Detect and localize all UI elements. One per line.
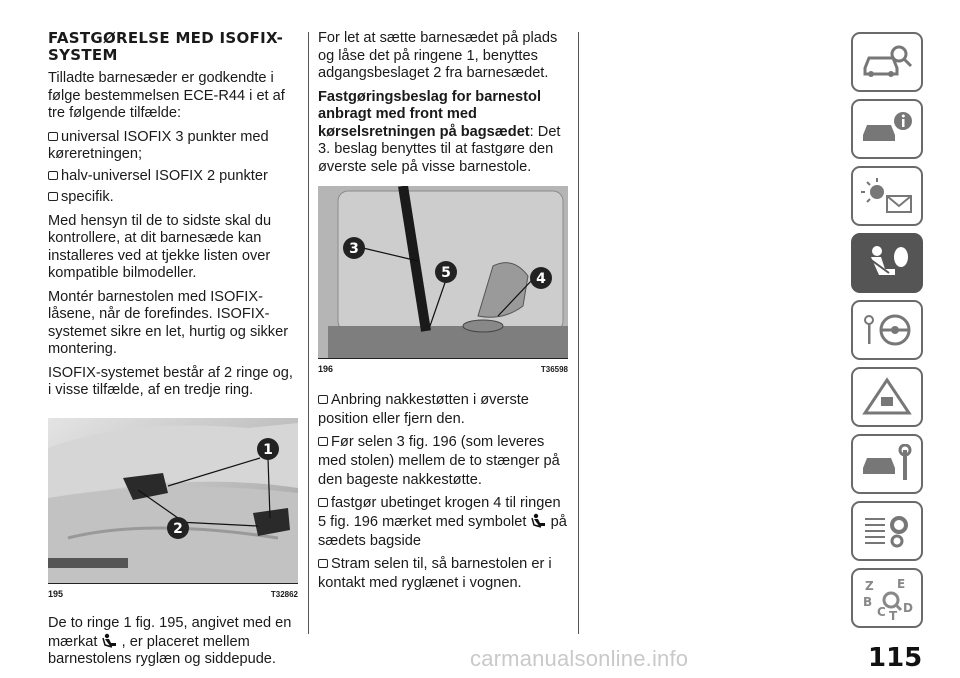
checkbox-bullet-icon — [48, 132, 58, 141]
figure-195 — [48, 418, 298, 604]
breakdown-triangle-icon — [859, 377, 915, 417]
isofix-rings-photo — [48, 418, 298, 583]
bullet-item: halv-universel ISOFIX 2 punkter — [48, 168, 298, 186]
figure-callout-3: 3 — [349, 241, 359, 257]
checkbox-bullet-icon — [318, 437, 328, 446]
child-seat-symbol-icon — [531, 513, 547, 528]
child-seat-symbol-icon — [102, 633, 118, 648]
paragraph: Montér barnestolen med ISOFIX-låsene, når de forefindes. ISOFIX-systemet sikre en let, hurtig og sikker montering. — [48, 288, 289, 357]
tab-car-search[interactable] — [851, 32, 923, 92]
paragraph: De to ringe 1 fig. 195, angivet med en mærkat , er placeret mellem barnestolens ryglæn og siddepude. — [48, 615, 292, 667]
svg-text:E: E — [897, 577, 906, 591]
figure-number: 196 — [318, 364, 334, 374]
bullet-item: specifik. — [48, 189, 298, 207]
figure-caption — [318, 358, 568, 379]
warning-lights-icon — [859, 176, 915, 216]
car-search-icon — [859, 42, 915, 82]
figure-caption — [48, 583, 298, 604]
checkbox-bullet-icon — [48, 171, 58, 180]
car-info-icon — [859, 109, 915, 149]
watermark: carmanualsonline.info — [470, 646, 689, 671]
car-service-icon — [859, 444, 915, 484]
tab-specs[interactable] — [851, 501, 923, 561]
figure-code: T32862 — [270, 589, 298, 599]
bullet-item: Før selen 3 fig. 196 (som leveres med stolen) mellem de to stænger på den bageste nakkestøtte. — [318, 433, 560, 488]
page-number: 115 — [868, 643, 923, 673]
figure-196 — [318, 186, 568, 379]
svg-text:B: B — [863, 595, 873, 609]
figure-callout-1: 1 — [263, 441, 273, 458]
column-divider — [578, 32, 579, 634]
steering-key-icon — [859, 310, 915, 350]
paragraph: Fastgøringsbeslag for barnestol anbragt med front med kørselsretningen på bagsædet: Det 3. beslag benyttes til at fastgøre den øverste sele på visse barnestole. — [318, 88, 561, 175]
figure-code: T36598 — [540, 365, 568, 374]
alphabet-index-icon — [859, 576, 915, 620]
column-divider — [308, 32, 309, 634]
tab-airbag-child-seat[interactable] — [851, 233, 923, 293]
svg-text:Z: Z — [865, 579, 874, 593]
bold-heading: Fastgøringsbeslag for barnestol anbragt med front med kørselsretningen på bagsædet — [318, 88, 541, 140]
bullet-item: Anbring nakkestøtten i øverste position eller fjern den. — [318, 391, 529, 427]
tab-warning-lights[interactable] — [851, 166, 923, 226]
figure-callout-2: 2 — [173, 520, 183, 537]
svg-text:D: D — [903, 601, 913, 615]
tab-alphabet-index[interactable] — [851, 568, 923, 628]
section-title: FASTGØRELSE MED ISOFIX-SYSTEM — [48, 29, 284, 64]
bullet-item: universal ISOFIX 3 punkter med køreretningen; — [48, 128, 269, 162]
figure-number: 195 — [48, 588, 64, 599]
svg-text:T: T — [889, 609, 898, 620]
intro-text: Tilladte barnesæder er godkendte i følge bestemmelsen ECE-R44 i et af tre følgende tilfælde: — [48, 70, 285, 121]
figure-callout-5: 5 — [441, 265, 451, 281]
figure-callout-4: 4 — [536, 271, 546, 287]
tab-car-service[interactable] — [851, 434, 923, 494]
paragraph: Med hensyn til de to sidste skal du kontrollere, at dit barnesæde kan installeres ved at tjekke listen over kompatible bilmodeller. — [48, 212, 272, 281]
paragraph: ISOFIX-systemet består af 2 ringe og, i visse tilfælde, af en tredje ring. — [48, 364, 293, 398]
top-tether-photo — [318, 186, 568, 358]
bullet-item: Stram selen til, så barnestolen er i kontakt med ryglænet i vognen. — [318, 555, 552, 591]
paragraph: For let at sætte barnesædet på plads og låse det på ringene 1, benyttes adgangsbeslaget 2 fra barnesædet. — [318, 30, 558, 81]
checkbox-bullet-icon — [318, 395, 328, 404]
specs-gear-icon — [859, 511, 915, 551]
left-column — [48, 30, 298, 675]
bullet-item: fastgør ubetinget krogen 4 til ringen 5 fig. 196 mærket med symbolet på sædets bagside — [318, 494, 567, 549]
tab-breakdown[interactable] — [851, 367, 923, 427]
checkbox-bullet-icon — [318, 498, 328, 507]
middle-column — [318, 30, 570, 597]
tab-steering-key[interactable] — [851, 300, 923, 360]
tab-car-info[interactable] — [851, 99, 923, 159]
chapter-sidebar — [851, 32, 927, 635]
svg-text:C: C — [877, 605, 886, 619]
airbag-child-seat-icon — [859, 243, 915, 283]
checkbox-bullet-icon — [318, 559, 328, 568]
checkbox-bullet-icon — [48, 192, 58, 201]
